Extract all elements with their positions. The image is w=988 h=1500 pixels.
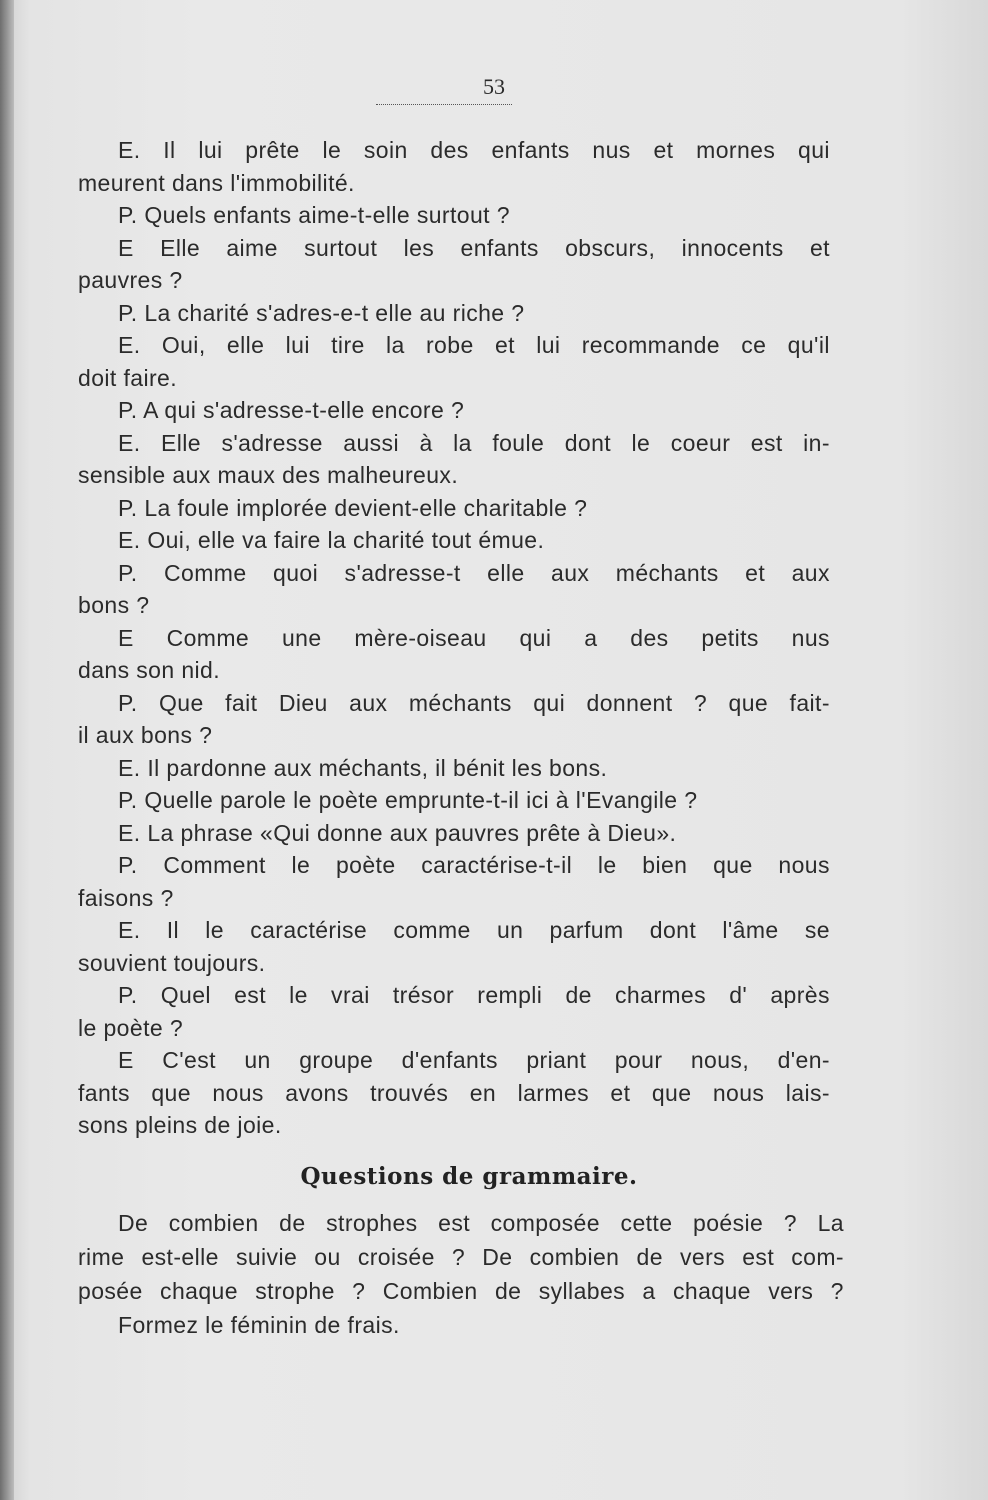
text-line: E Elle aime surtout les enfants obscurs, innocents et bbox=[118, 234, 830, 261]
text-line: P. Quelle parole le poète emprunte-t-il ici à l'Evangile ? bbox=[118, 787, 698, 813]
section-heading: Questions de grammaire. bbox=[300, 1163, 638, 1190]
text-line: P. La foule implorée devient-elle charitable ? bbox=[118, 494, 588, 521]
text-line: E. Il le caractérise comme un parfum dont l'âme se bbox=[118, 917, 830, 943]
text-line: E. La phrase «Qui donne aux pauvres prête à Dieu». bbox=[118, 819, 677, 846]
text-line: P. Quels enfants aime-t-elle surtout ? bbox=[118, 202, 510, 228]
text-line: P. Comment le poète caractérise-t-il le bien que nous bbox=[118, 852, 830, 878]
text-line: P. Que fait Dieu aux méchants qui donnent ? que fait- bbox=[118, 689, 830, 716]
text-line: pauvres ? bbox=[78, 267, 183, 293]
text-line: bons ? bbox=[78, 592, 150, 618]
text-line: E C'est un groupe d'enfants priant pour nous, d'en- bbox=[118, 1047, 830, 1073]
text-line: E. Oui, elle lui tire la robe et lui recommande ce qu'il bbox=[118, 332, 830, 358]
header-dotted-rule bbox=[376, 104, 512, 105]
page-number: 53 bbox=[483, 74, 505, 99]
text-line: P. Comme quoi s'adresse-t elle aux méchants et aux bbox=[118, 559, 830, 586]
text-line: P. A qui s'adresse-t-elle encore ? bbox=[118, 397, 465, 423]
text-line: P. La charité s'adres-e-t elle au riche ? bbox=[118, 299, 525, 326]
page-spine-shadow bbox=[0, 0, 14, 1500]
text-line: souvient toujours. bbox=[78, 949, 266, 976]
text-line: fants que nous avons trouvés en larmes et que nous lais- bbox=[78, 1079, 830, 1106]
text-line: E. Il lui prête le soin des enfants nus et mornes qui bbox=[118, 137, 830, 163]
text-line: E Comme une mère-oiseau qui a des petits nus bbox=[118, 624, 830, 651]
text-line: E. Oui, elle va faire la charité tout émue. bbox=[118, 527, 545, 553]
text-line: sensible aux maux des malheureux. bbox=[78, 462, 459, 488]
dialogue-text bbox=[78, 134, 830, 1142]
text-line: dans son nid. bbox=[78, 657, 221, 683]
text-line: posée chaque strophe ? Combien de syllabes a chaque vers ? bbox=[78, 1278, 844, 1304]
text-line: E. Il pardonne aux méchants, il bénit les bons. bbox=[118, 754, 608, 781]
text-line: le poète ? bbox=[78, 1014, 184, 1041]
text-line: De combien de strophes est composée cette poésie ? La bbox=[118, 1210, 844, 1236]
text-line: E. Elle s'adresse aussi à la foule dont le coeur est in- bbox=[118, 429, 830, 456]
grammar-questions bbox=[78, 1206, 844, 1342]
text-line: sons pleins de joie. bbox=[78, 1112, 282, 1138]
text-line: Formez le féminin de frais. bbox=[118, 1312, 400, 1338]
text-line: P. Quel est le vrai trésor rempli de charmes d' après bbox=[118, 982, 830, 1008]
text-line: rime est-elle suivie ou croisée ? De combien de vers est com- bbox=[78, 1244, 844, 1270]
text-line: doit faire. bbox=[78, 364, 178, 391]
text-line: faisons ? bbox=[78, 884, 174, 911]
text-line: meurent dans l'immobilité. bbox=[78, 169, 355, 196]
text-line: il aux bons ? bbox=[78, 722, 213, 748]
